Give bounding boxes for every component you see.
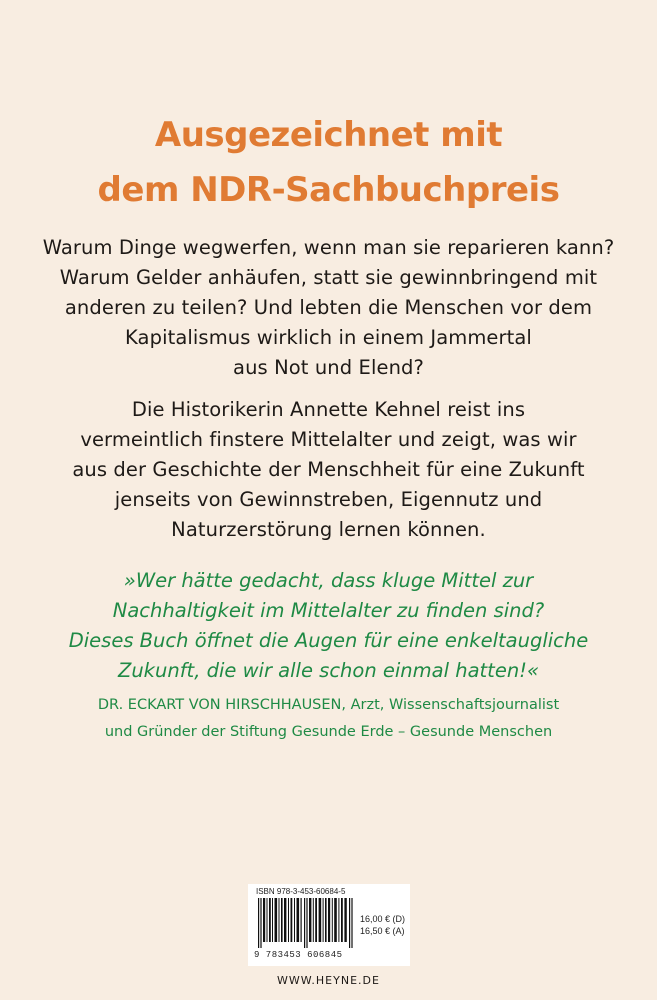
text-line: Warum Gelder anhäufen, statt sie gewinnbringend mit	[59, 266, 598, 289]
attribution-line: DR. ECKART VON HIRSCHHAUSEN, Arzt, Wissenschaftsjournalist	[97, 697, 560, 713]
barcode-digits: 9 783453 606845	[254, 950, 343, 960]
quote-line: »Wer hätte gedacht, dass kluge Mittel zur	[123, 569, 534, 592]
award-line-1: Ausgezeichnet mit	[154, 115, 503, 155]
text-line: anderen zu teilen? Und lebten die Menschen vor dem	[64, 296, 593, 319]
publisher-website: WWW.HEYNE.DE	[277, 974, 380, 987]
barcode-icon	[258, 898, 354, 948]
award-line-2: dem NDR-Sachbuchpreis	[97, 170, 560, 210]
quote-line: Dieses Buch öffnet die Augen für eine enkeltaugliche	[68, 629, 589, 652]
price-austria: 16,50 € (A)	[360, 926, 405, 936]
text-line: vermeintlich finstere Mittelalter und zeigt, was wir	[80, 428, 577, 451]
text-line: jenseits von Gewinnstreben, Eigennutz und	[114, 488, 543, 511]
barcode-label	[248, 884, 410, 966]
text-line: Die Historikerin Annette Kehnel reist ins	[131, 398, 526, 421]
quote-line: Zukunft, die wir alle schon einmal hatten!«	[117, 659, 540, 682]
isbn-text: ISBN 978-3-453-60684-5	[256, 887, 346, 896]
price-germany: 16,00 € (D)	[360, 914, 406, 924]
award-heading	[0, 108, 657, 218]
text-line: Kapitalismus wirklich in einem Jammertal	[125, 326, 532, 349]
blurb-paragraph-1	[0, 233, 657, 383]
text-line: Warum Dinge wegwerfen, wenn man sie reparieren kann?	[42, 236, 615, 259]
attribution-line: und Gründer der Stiftung Gesunde Erde – Gesunde Menschen	[104, 724, 553, 740]
text-line: Naturzerstörung lernen können.	[171, 518, 486, 541]
quote-attribution	[0, 692, 657, 746]
text-line: aus Not und Elend?	[233, 356, 424, 379]
text-line: aus der Geschichte der Menschheit für eine Zukunft	[72, 458, 585, 481]
blurb-paragraph-2	[0, 395, 657, 545]
endorsement-quote	[0, 566, 657, 686]
quote-line: Nachhaltigkeit im Mittelalter zu finden sind?	[112, 599, 545, 622]
